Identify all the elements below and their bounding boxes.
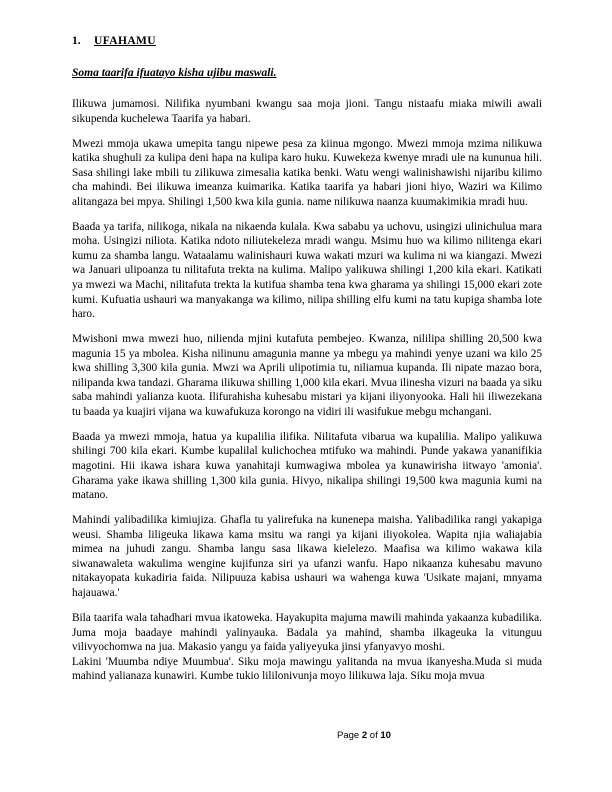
paragraph-line: Bila taarifa wala tahadhari mvua ikatoweka. Hayakupita majuma mawili mahinda yakaanza kubadilika. Juma moja baadaye mahindi yalinyauka. Badala ya mahind, shamba ilkageuka la vitunguu vilivyochomwa na jua. Makasio yangu ya faida yaliyeyuka jinsi yfanyavyo moshi. [72,611,542,654]
page-footer [0,730,612,741]
footer-prefix: Page [337,730,360,741]
section-heading [72,34,542,48]
section-number: 1. [72,35,81,47]
paragraph: Ilikuwa jumamosi. Nilifika nyumbani kwangu saa moja jioni. Tangu nistaafu miaka miwili awali sikupenda kuchelewa Taarifa ya habari. [72,98,542,125]
paragraph-line: Lakini 'Muumba ndiye Muumbua'. Siku moja mawingu yalitanda na mvua ikanyesha.Muda si muda mahind yalianaza kunawiri. Kumbe tukio lililonivunja moyo lilikuwa laja. Siku moja mvua [72,655,542,683]
paragraph: Baada ya mwezi mmoja, hatua ya kupalilia ilifika. Nilitafuta vibarua wa kupalilia. Malipo yalikuwa shilingi 700 kila ekari. Kumbe kupalilal kulichochea mtifuko wa mahindi. Punde yakawa yananifikia magotini. Hii ikawa ishara kuwa yanahitaji kumwagiwa mbolea ya kunawirisha iitwayo 'amonia'. Gharama yake ikawa shilling 1,300 kila gunia. Hivyo, nikalipa shilingi 19,500 kwa magunia kumi na matano. [72,430,542,502]
paragraph: Mahindi yalibadilika kimiujiza. Ghafla tu yalirefuka na kunenepa maisha. Yalibadilika rangi yakapiga weusi. Shamba liligeuka likawa kama msitu wa rangi ya kijani iliyokolea. Wapita njia waliajabia mimea na juhudi zangu. Shamba langu sasa likawa kielelezo. Maafisa wa kilimo wakawa kila siwanawaleta wakulima wengine kujifunza siri ya ufanzi wanfu. Hapo nikaanza kuhesabu mavuno nitakayopata kukadiria faida. Nilipuuza kabisa ushauri wa wahenga kuwa 'Usikate majani, mnyama hajauawa.' [72,514,542,599]
footer-total-pages: 10 [380,730,391,741]
footer-separator: of [369,730,378,741]
paragraph: Baada ya tarifa, nilikoga, nikala na nikaenda kulala. Kwa sababu ya uchovu, usingizi ulinichulua mara moha. Usingizi niliota. Katika ndoto niliutekeleza mradi wangu. Msimu huo wa kilimo nilitenga ekari kumu za shamba langu. Wataalamu walinishauri kuwa wakati mzuri wa kulima ni wa kiangazi. Mwezi wa Januari ulipoanza tu nilitafuta trekta na kulima. Malipo yalikuwa shilingi 1,200 kila ekari. Katikati ya mwezi wa Machi, nilitafuta trekta la kutifua shamba tena kwa gharama ya shilingi 15,000 ekari zote kumi. Kufuatia ushauri wa manyakanga wa kilimo, nilipa shilling elfu kumi na tatu kupiga shamba lote haro. [72,220,542,321]
page-number-text [337,730,391,741]
paragraph: Mwezi mmoja ukawa umepita tangu nipewe pesa za kiinua mgongo. Mwezi mmoja mzima nilikuwa katika shughuli za kulipa deni hapa na kulipa karo huku. Kuwekeza kwenye mradi ule na kununua hili. Sasa shilingi lake mbili tu zilikuwa zimesalia katika benki. Watu wengi walinishawishi nijaribu kilimo cha mahindi. Bei ilikuwa imeanza kuimarika. Katika taarifa ya habari jioni hiyo, Waziri wa Kilimo alitangaza bei mpya. Shilingi 1,500 kwa kila gunia. name nilikuwa naanza kuumakimikia mradi huu. [72,137,542,208]
body-text [72,97,542,684]
section-title: UFAHAMU [94,35,156,47]
paragraph-final [72,611,542,684]
instruction-line: Soma taarifa ifuatayo kisha ujibu maswali. [72,67,277,79]
paragraph: Mwishoni mwa mwezi huo, nilienda mjini kutafuta pembejeo. Kwanza, nililipa shilling 20,500 kwa magunia 15 ya mbolea. Kisha nilinunu amagunia manne ya mbegu ya mahindi yenye uzani wa kilo 25 kwa shilling 3,300 kila gunia. Mwzi wa Aprili ulipotimia tu, niliamua kupanda. Ili nipate mazao bora, nilipanda kwa tandazi. Gharama ilikuwa shilling 1,000 kila ekari. Mvua ilinesha vizuri na baada ya siku saba mahindi yalianza kuota. Ilifurahisha kuhesabu mistari ya kijani iliyonyooka. Hali hii iliwezekana tu baada ya kuajiri vijana wa kuwafukuza korongo na vidiri ili wasifukue mebgu mchangani. [72,333,542,418]
footer-current-page: 2 [361,730,368,741]
